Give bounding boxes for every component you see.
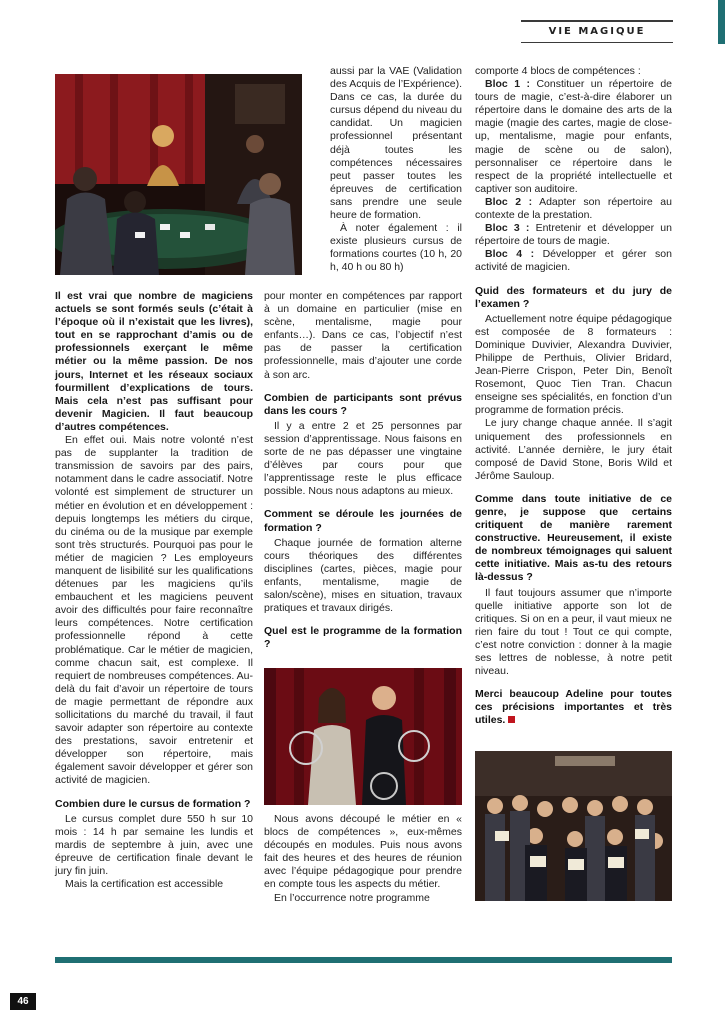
column-2 <box>264 290 462 653</box>
answer-paragraph: Le jury change chaque année. Il s’agit uniquement des professionnels en activité. L’année dernière, le jury était composé de David Stone, Boris Wild et Jérôme Sauloup. <box>475 417 672 482</box>
column-2-top <box>330 65 462 275</box>
answer-paragraph: Chaque journée de formation alterne cours théoriques des différentes disciplines (cartes, pièces, magie pour enfants, mentalisme, magie de salon/scène), mises en situation, travaux pratiques et travaux dirigés. <box>264 536 462 615</box>
intro-question: Il est vrai que nombre de magiciens actuels se sont formés seuls (c’était à l’époque où il n’existait que les livres), tout en se rapprochant d’amis ou de professionnels exerçant le même métier ou la même passion. De nos jours, Internet et les réseaux sociaux fourmillent d’explications de tours. Mais cela n’est pas suffisant pour devenir Magicien. Il faut beaucoup d’autres compétences. <box>55 290 253 433</box>
footer-rule <box>55 957 672 963</box>
answer-paragraph: À noter également : il existe plusieurs cursus de formations courtes (10 h, 20 h, 40 h ou 80 h) <box>330 222 462 274</box>
header-rule-top <box>521 20 673 22</box>
answer-paragraph: Actuellement notre équipe pédagogique est composée de 8 formateurs : Dominique Duvivier, Alexandra Duvivier, Philippe de Perthuis, Olivier Bridard, Jean-Pierre Crispon, Peter Din, Benoît Rosemont, Quoc Tien Tran. Chacun enseigne ses spécialités, en fonction d’un programme de formation précis. <box>475 312 672 417</box>
answer-paragraph: Mais la certification est accessible <box>65 878 224 891</box>
question-heading: Comme dans toute initiative de ce genre, je suppose que certains critiquent de manière rarement constructive. Heureusement, il existe de nombreux témoignages qui saluent cette initiative. Mais as-tu des retours là-dessus ? <box>475 492 672 584</box>
question-heading: Comment se déroule les journées de formation ? <box>264 508 462 534</box>
answer-paragraph: En effet oui. Mais notre volonté n’est pas de supplanter la tradition de transmission de savoirs par des pairs, notamment dans le cadre associatif. Notre volonté est simplement de structurer un métier en évolution et en développement : depuis longtemps les métiers du cirque, du cinéma ou de la musique par exemple sont très structurés. Pourquoi pas pour le métier de magicien ? Les employeurs manquent de lisibilité sur les qualifications détenues par les magiciens qu’ils embauchent et les magiciens peuvent avoir des difficultés pour faire reconnaître leurs compétences. Notre certification professionnelle répond à cette problématique. Car le métier de magicien, comme chacun sait, est complexe. Il requiert de nombreuses compétences. Au-delà du fait d’avoir un répertoire de tours de magie permettant de répondre aux sollicitations du marché du travail, il faut savoir adapter son répertoire au contexte des prestations, savoir entretenir et développer son répertoire, mais également savoir développer et gérer son activité de magicien. <box>55 434 253 787</box>
answer-paragraph: pour monter en compétences par rapport à un domaine en particulier (mise en scène, mentalisme, magie pour enfants…). Dans ce cas, l’objectif n’est pas de passer la certification professionnelle, mais d’ajouter une corde à son arc. <box>264 290 462 381</box>
answer-paragraph: comporte 4 blocs de compétences : <box>475 65 641 77</box>
question-heading: Combien de participants sont prévus dans les cours ? <box>264 391 462 417</box>
header-rule-bottom <box>521 42 673 43</box>
question-heading: Quel est le programme de la formation ? <box>264 625 462 651</box>
bloc-item: Bloc 2 : Adapter son répertoire au contexte de la prestation. <box>475 195 672 222</box>
bloc-item: Bloc 3 : Entretenir et développer un répertoire de tours de magie. <box>475 222 672 248</box>
bloc-item: Bloc 1 : Constituer un répertoire de tours de magie, c’est-à-dire élaborer un répertoire dans le domaine des arts de la magie (magie des cartes, magie de close-up, mentalisme, magie pour enfants, magie de scène ou de salon), personnaliser ce répertoire dans le respect de la propriété intellectuelle et captiver son auditoire. <box>475 78 672 195</box>
closing-thanks: Merci beaucoup Adeline pour toutes ces précisions importantes et très utiles. <box>475 688 672 727</box>
page-number: 46 <box>10 993 36 1010</box>
answer-paragraph: aussi par la VAE (Validation des Acquis de l’Expérience). Dans ce cas, la durée du cursus dépend du niveau du candidat. Un magicien professionnel présentant déjà toutes les compétences nécessaires peut passer toutes les épreuves de certification sans prendre une seule heure de formation. <box>330 65 462 222</box>
column-2-bottom <box>264 813 462 905</box>
section-color-tab <box>718 0 725 44</box>
answer-paragraph: En l’occurrence notre programme <box>274 891 430 904</box>
column-1 <box>55 290 253 891</box>
answer-paragraph: Nous avons découpé le métier en « blocs de compétences », eux-mêmes découpés en modules. Puis nous avons fait des heures et des heures de réunion avec l’équipe pédagogique pour prendre en compte tous les aspects du métier. <box>264 813 462 891</box>
photo-performers <box>264 668 462 805</box>
column-3 <box>475 65 672 730</box>
question-heading: Quid des formateurs et du jury de l’examen ? <box>475 284 672 310</box>
answer-paragraph: Il y a entre 2 et 25 personnes par session d’apprentissage. Nous faisons en sorte de ne pas dépasser une vingtaine d’élèves par cours pour que l’apprentissage reste le plus efficace possible. Nous nous adaptons au mieux. <box>264 419 462 498</box>
answer-paragraph: Le cursus complet dure 550 h sur 10 mois : 14 h par semaine les lundis et mardis de septembre à juin, avec une épreuve de certification finale devant le jury fin juin. <box>55 812 253 878</box>
end-mark-icon <box>508 716 515 723</box>
question-heading: Combien dure le cursus de formation ? <box>55 797 251 810</box>
bloc-item: Bloc 4 : Développer et gérer son activité de magicien. <box>475 248 672 274</box>
photo-graduates <box>475 751 672 901</box>
section-title: VIE MAGIQUE <box>548 26 646 37</box>
answer-paragraph: Il faut toujours assumer que n’importe quelle initiative apporte son lot de critiques. Si on en a peur, il vaut mieux ne rien faire du tout ! Tout ce qui compte, c’est notre conviction : donner à la magie ses lettres de noblesse, à notre petit niveau. <box>475 586 672 678</box>
photo-card-class <box>55 74 302 275</box>
